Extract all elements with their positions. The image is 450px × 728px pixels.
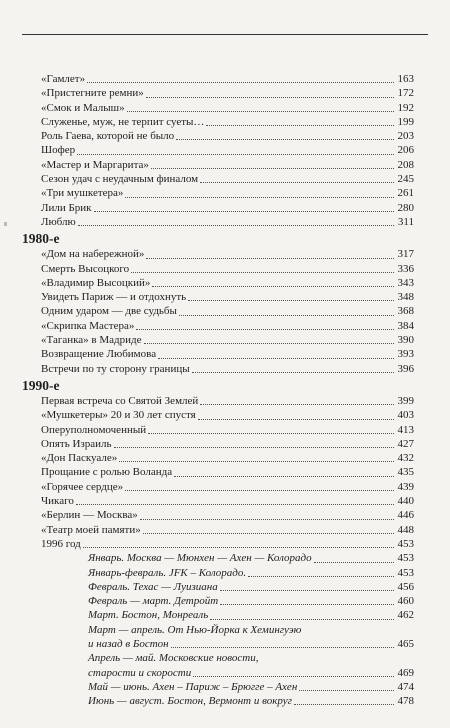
dot-leader	[77, 154, 394, 155]
toc-entry[interactable]	[22, 347, 414, 361]
dot-leader	[158, 358, 394, 359]
dot-leader	[179, 315, 394, 316]
entry-title: «Берлин — Москва»	[41, 509, 138, 522]
toc-entry-lead: Март — апрель. От Нью-Йорка к Хемингуэю	[88, 623, 302, 636]
entry-title: Шофер	[41, 144, 76, 157]
entry-title: «Мушкетеры» 20 и 30 лет спустя	[41, 409, 196, 422]
entry-title: Прощание с ролью Воланда	[41, 466, 173, 479]
page-number: 280	[397, 201, 414, 214]
dot-leader	[314, 562, 394, 563]
dot-leader	[198, 419, 394, 420]
toc-entry[interactable]	[22, 465, 414, 479]
entry-title: «Дон Паскуале»	[41, 452, 118, 465]
toc-entry[interactable]	[22, 186, 414, 200]
dot-leader	[148, 433, 394, 434]
toc-entry[interactable]	[22, 115, 414, 129]
entry-title: «Владимир Высоцкий»	[41, 276, 151, 289]
toc-entry[interactable]	[22, 523, 414, 537]
section-heading: 1980-е	[22, 231, 60, 247]
page-number: 199	[397, 115, 414, 128]
entry-title: Оперуполномоченный	[41, 423, 147, 436]
dot-leader	[171, 647, 394, 648]
entry-title: «Дом на набережной»	[41, 248, 145, 261]
entry-title: Увидеть Париж — и отдохнуть	[41, 291, 187, 304]
page-number: 261	[397, 187, 414, 200]
dot-leader	[210, 619, 394, 620]
toc-entry[interactable]	[22, 437, 414, 451]
page-number: 368	[397, 305, 414, 318]
toc-entry[interactable]	[22, 304, 414, 318]
page-number: 462	[397, 609, 414, 622]
page-number: 203	[397, 130, 414, 143]
dot-leader	[78, 225, 394, 226]
page-number: 206	[397, 144, 414, 157]
entry-title: Март. Бостон, Монреаль	[88, 609, 209, 622]
toc-subentry[interactable]	[22, 551, 414, 565]
entry-title: Февраль. Техас — Луизиана	[88, 580, 218, 593]
entry-title: Роль Гаева, которой не было	[41, 130, 175, 143]
page-number: 336	[397, 262, 414, 275]
entry-title: Май — июнь. Ахен – Париж – Брюгге – Ахен	[88, 680, 298, 693]
page-number: 435	[397, 466, 414, 479]
dot-leader	[193, 676, 394, 677]
entry-title: «Таганка» в Мадриде	[41, 334, 142, 347]
toc-subentry[interactable]	[22, 637, 414, 651]
toc-entry[interactable]	[22, 129, 414, 143]
entry-title: Лили Брик	[41, 201, 92, 214]
page-number: 460	[397, 595, 414, 608]
entry-title: Первая встреча со Святой Землей	[41, 394, 199, 407]
dot-leader	[87, 82, 394, 83]
page-number: 427	[397, 437, 414, 450]
table-of-contents	[22, 72, 414, 708]
toc-entry[interactable]	[22, 394, 414, 408]
toc-entry[interactable]	[22, 290, 414, 304]
page-number: 432	[397, 452, 414, 465]
page-number: 390	[397, 334, 414, 347]
page-number: 440	[397, 495, 414, 508]
toc-entry[interactable]	[22, 537, 414, 551]
entry-title: «Пристегните ремни»	[41, 87, 144, 100]
toc-entry-lead: Апрель — май. Московские новости,	[88, 652, 259, 665]
page-number: 453	[397, 537, 414, 550]
dot-leader	[131, 272, 394, 273]
toc-entry[interactable]	[22, 247, 414, 261]
page-number: 469	[397, 666, 414, 679]
toc-subentry[interactable]	[22, 566, 414, 580]
entry-title: и назад в Бостон	[88, 637, 169, 650]
dot-leader	[94, 211, 394, 212]
dot-leader	[83, 547, 394, 548]
page-number: 446	[397, 509, 414, 522]
dot-leader	[220, 590, 394, 591]
dot-leader	[152, 286, 394, 287]
toc-entry[interactable]	[22, 451, 414, 465]
entry-title: Люблю	[41, 215, 76, 228]
dot-leader	[136, 329, 394, 330]
toc-entry[interactable]	[22, 408, 414, 422]
entry-title: «Горячее сердце»	[41, 480, 124, 493]
toc-entry[interactable]	[22, 262, 414, 276]
page-number: 439	[397, 480, 414, 493]
dot-leader	[200, 404, 394, 405]
dot-leader	[151, 168, 394, 169]
toc-entry[interactable]	[22, 319, 414, 333]
entry-title: Сезон удач с неудачным финалом	[41, 173, 199, 186]
dot-leader	[119, 461, 394, 462]
page-number: 343	[397, 276, 414, 289]
entry-title: Февраль — март. Детройт	[88, 595, 219, 608]
page-number: 474	[397, 680, 414, 693]
toc-entry[interactable]	[22, 158, 414, 172]
header-rule	[22, 34, 428, 35]
page-number: 465	[397, 637, 414, 650]
toc-entry[interactable]	[22, 86, 414, 100]
dot-leader	[144, 343, 395, 344]
page-number: 453	[397, 552, 414, 565]
entry-title: Служенье, муж, не терпит суеты…	[41, 115, 205, 128]
toc-entry[interactable]	[22, 480, 414, 494]
dot-leader	[146, 97, 394, 98]
entry-title: Чикаго	[41, 495, 74, 508]
dot-leader	[125, 197, 394, 198]
toc-subentry[interactable]	[22, 666, 414, 680]
page-number: 172	[397, 87, 414, 100]
dot-leader	[76, 504, 394, 505]
page-speck	[4, 222, 7, 226]
entry-title: «Три мушкетера»	[41, 187, 124, 200]
dot-leader	[143, 533, 394, 534]
page-number: 396	[397, 362, 414, 375]
page-number: 245	[397, 173, 414, 186]
entry-title: «Театр моей памяти»	[41, 523, 141, 536]
page-number: 453	[397, 566, 414, 579]
dot-leader	[140, 519, 394, 520]
page-number: 399	[397, 394, 414, 407]
page-number: 163	[397, 73, 414, 85]
entry-title: Одним ударом — две судьбы	[41, 305, 177, 318]
entry-title: «Гамлет»	[41, 73, 86, 85]
dot-leader	[248, 576, 394, 577]
dot-leader	[127, 111, 394, 112]
dot-leader	[299, 690, 394, 691]
dot-leader	[188, 300, 394, 301]
toc-entry[interactable]	[22, 101, 414, 115]
page-number: 478	[397, 695, 414, 708]
dot-leader	[206, 125, 394, 126]
dot-leader	[125, 490, 394, 491]
dot-leader	[220, 604, 394, 605]
toc-entry[interactable]	[22, 215, 414, 229]
entry-title: Июнь — август. Бостон, Вермонт и вокруг	[88, 695, 292, 708]
dot-leader	[174, 476, 394, 477]
toc-entry[interactable]	[22, 362, 414, 376]
entry-title: Январь-февраль. JFK – Колорадо.	[88, 566, 247, 579]
entry-title: Встречи по ту сторону границы	[41, 362, 190, 375]
dot-leader	[114, 447, 394, 448]
entry-title: Возвращение Любимова	[41, 348, 157, 361]
toc-subentry[interactable]	[22, 680, 414, 694]
toc-entry[interactable]	[22, 172, 414, 186]
entry-title: старости и скорости	[88, 666, 192, 679]
entry-title: Смерть Высоцкого	[41, 262, 130, 275]
entry-title: «Мастер и Маргарита»	[41, 158, 149, 171]
page-number: 317	[397, 248, 414, 261]
toc-subentry[interactable]	[22, 580, 414, 594]
toc-entry[interactable]	[22, 143, 414, 157]
toc-entry[interactable]	[22, 423, 414, 437]
page-number: 192	[397, 101, 414, 114]
entry-title: Опять Израиль	[41, 437, 112, 450]
page-number: 348	[397, 291, 414, 304]
toc-subentry[interactable]	[22, 694, 414, 708]
dot-leader	[294, 704, 394, 705]
dot-leader	[176, 139, 394, 140]
toc-entry[interactable]	[22, 333, 414, 347]
toc-subentry[interactable]	[22, 608, 414, 622]
toc-entry[interactable]	[22, 508, 414, 522]
toc-entry[interactable]	[22, 72, 414, 86]
page-number: 311	[397, 215, 414, 228]
toc-entry[interactable]	[22, 494, 414, 508]
dot-leader	[192, 372, 394, 373]
toc-subentry[interactable]	[22, 594, 414, 608]
page-number: 456	[397, 580, 414, 593]
page-number: 403	[397, 409, 414, 422]
page-number: 384	[397, 319, 414, 332]
entry-title: 1996 год	[41, 537, 81, 550]
entry-title: «Смок и Малыш»	[41, 101, 125, 114]
dot-leader	[146, 258, 394, 259]
dot-leader	[200, 182, 394, 183]
toc-entry[interactable]	[22, 276, 414, 290]
section-heading: 1990-е	[22, 377, 60, 393]
entry-title: «Скрипка Мастера»	[41, 319, 135, 332]
page-number: 448	[397, 523, 414, 536]
page-number: 208	[397, 158, 414, 171]
page-number: 393	[397, 348, 414, 361]
entry-title: Январь. Москва — Мюнхен — Ахен — Колорадо	[88, 552, 312, 565]
page-number: 413	[397, 423, 414, 436]
toc-entry[interactable]	[22, 201, 414, 215]
